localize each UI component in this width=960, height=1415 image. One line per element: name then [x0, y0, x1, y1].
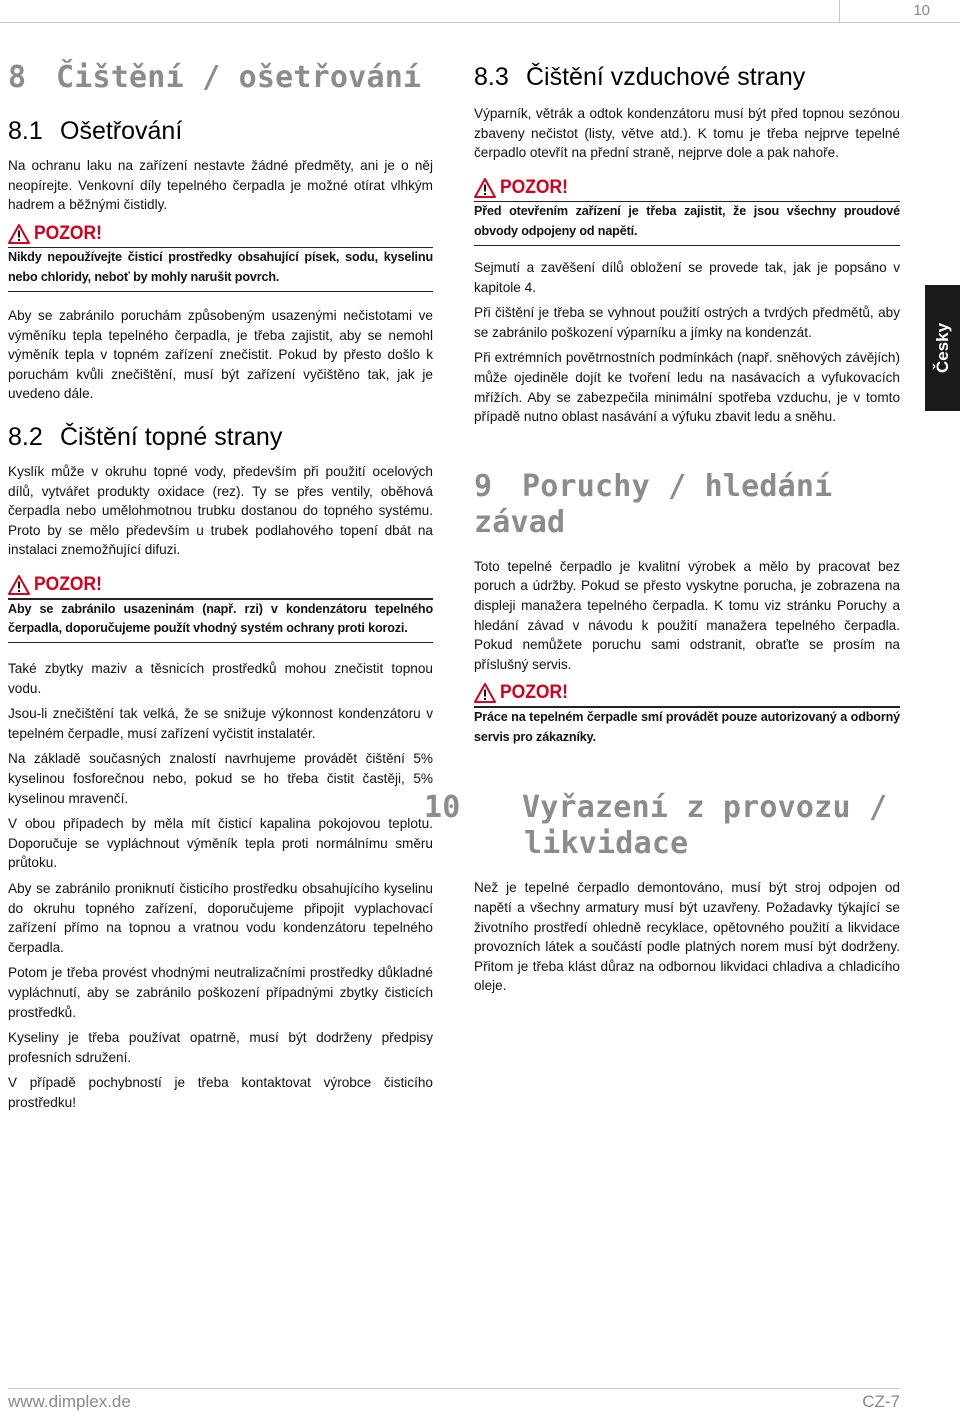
section-8-2-paragraph: Jsou-li znečištění tak velká, že se snižuje výkonnost kondenzátoru v tepelném čerpadle, musí zařízení vyčistit instalatér. [8, 706, 433, 741]
section-9-paragraph-1: Toto tepelné čerpadlo je kvalitní výrobek a mělo by pracovat bez poruch a údržby. Pokud se přesto vyskytne porucha, je zobrazena na displeji manažera tepelného čerpadla. K tomu viz stránku Poruchy a hledání závad v návodu k použití manažera tepelného čerpadla. Pokud nemůžete poruchu sami odstranit, obraťte se prosím na příslušný servis. [474, 558, 900, 672]
section-9-title: Poruchy / hledání závad [474, 468, 833, 540]
section-8-heading [8, 60, 433, 96]
language-tab-label: Česky [932, 322, 952, 374]
section-9-number: 9 [474, 468, 493, 504]
section-10-paragraph-1: Než je tepelné čerpadlo demontováno, musí být stroj odpojen od napětí a všechny armatury musí být uzavřeny. Požadavky týkající se životního prostředí ohledně recyklace, opětovného použití a likvidace provozních látek a součástí podle platných norem musí být dodrženy. Přitom je třeba klást důraz na odbornou likvidaci chladiva a chladicího oleje. [474, 880, 900, 994]
left-column [8, 60, 433, 1119]
warning-title: POZOR! [500, 176, 568, 198]
section-8-2-number: 8.2 [8, 422, 43, 451]
section-8-2-title: Čištění topné strany [60, 422, 283, 451]
section-8-3-paragraph-1: Výparník, větrák a odtok kondenzátoru musí být před topnou sezónou zbaveny nečistot (listy, větve atd.). K tomu je třeba nejprve tepelné čerpadlo otevřít na přední straně, nejprve dole a pak nahoře. [474, 106, 900, 161]
header-bar [0, 0, 960, 23]
section-8-number: 8 [8, 60, 27, 95]
section-8-3-paragraph: Při extrémních povětrnostních podmínkách (např. sněhových závějích) může ojediněle dojít ke tvoření ledu na nasávacích a vyfukovacích mřížích. Aby se zabezpečila minimální spotřeba vzduchu, je v tomto případě nutno oblast nasávání a výfuku zbavit ledu a sněhu. [474, 350, 900, 425]
footer-page-code: CZ-7 [862, 1392, 900, 1411]
section-8-3-paragraph: Při čištění je třeba se vyhnout použití ostrých a tvrdých předmětů, aby se zabránilo poškození výparníku a jímky na kondenzát. [474, 305, 900, 340]
section-8-1-number: 8.1 [8, 117, 43, 145]
warning-icon [474, 178, 496, 198]
warning-text: Aby se zabránilo usazeninám (např. rzi) v kondenzátoru tepelného čerpadla, doporučujeme použít vhodný systém ochrany proti korozi. [8, 600, 433, 644]
warning-icon [8, 224, 30, 244]
section-8-3-heading [474, 62, 900, 92]
section-8-1-paragraph-1: Na ochranu laku na zařízení nestavte žádné předměty, ani je o něj neopírejte. Venkovní díly tepelného čerpadla je možné otírat vlhkým hadrem a běžnými čistidly. [8, 158, 433, 213]
warning-icon [8, 575, 30, 595]
section-8-3-paragraph: Sejmutí a zavěšení dílů obložení se provede tak, jak je popsáno v kapitole 4. [474, 259, 900, 295]
warning-box-8-2 [8, 572, 433, 643]
page-number: 10 [839, 0, 930, 22]
warning-title: POZOR! [34, 222, 102, 244]
right-column [424, 60, 900, 1002]
section-8-2-paragraph: Kyseliny je třeba používat opatrně, musí být dodrženy předpisy profesních sdružení. [8, 1030, 433, 1065]
section-8-1-paragraph-2: Aby se zabránilo poruchám způsobeným usazenými nečistotami ve výměníku tepla tepelného čerpadla, je třeba zajistit, aby se nemohl výměník tepla v topném zařízení znečistit. Pokud by přesto došlo k poruchám kvůli znečištění, musí být zařízení vyčištěno tak, jak je uvedeno dále. [8, 307, 433, 402]
section-10-heading [424, 790, 900, 862]
footer [8, 1388, 900, 1413]
warning-box-8-3 [474, 175, 900, 246]
section-8-2-paragraph: Také zbytky maziv a těsnicích prostředků mohou znečistit topnou vodu. [8, 661, 433, 696]
language-tab [925, 285, 960, 411]
section-8-2-heading [8, 422, 433, 452]
section-8-1-title: Ošetřování [60, 117, 183, 145]
warning-text: Práce na tepelném čerpadle smí provádět pouze autorizovaný a odborný servis pro zákazníky. [474, 709, 900, 744]
section-8-2-paragraph: Potom je třeba provést vhodnými neutralizačními prostředky důkladné vypláchnutí, aby se zabránilo poškození případnými zbytky čisticích prostředků. [8, 965, 433, 1020]
warning-text: Před otevřením zařízení je třeba zajistit, že jsou všechny proudové obvody odpojeny od napětí. [474, 202, 900, 246]
section-8-2-paragraph: V obou případech by měla mít čisticí kapalina pokojovou teplotu. Doporučuje se vypláchnout výměník tepla proti normálnímu směru průtoku. [8, 816, 433, 871]
section-10-number: 10 [424, 790, 461, 826]
section-10-title: Vyřazení z provozu / likvidace [522, 790, 888, 862]
warning-text: Nikdy nepoužívejte čisticí prostředky obsahující písek, sodu, kyselinu nebo chloridy, neboť by mohly narušit povrch. [8, 248, 433, 292]
section-8-3-title: Čištění vzduchové strany [526, 63, 806, 91]
warning-box-9 [474, 680, 900, 750]
section-8-2-paragraph: Aby se zabránilo proniknutí čisticího prostředku obsahujícího kyselinu do okruhu topného zařízení, doporučujeme připojit vyplachovací zařízení přímo na topnou a vratnou vodu kondenzátoru tepelného čerpadla. [8, 881, 433, 955]
section-8-2-paragraph: Na základě současných znalostí navrhujeme provádět čištění 5% kyselinou fosforečnou nebo, pokud se ho třeba čistit častěji, 5% kyselinou mravenčí. [8, 751, 433, 806]
section-9-heading [474, 469, 900, 541]
warning-title: POZOR! [34, 573, 102, 595]
section-8-1-heading [8, 116, 433, 146]
section-8-3-number: 8.3 [474, 63, 509, 91]
section-8-title: Čištění / ošetřování [56, 60, 422, 95]
warning-title: POZOR! [500, 682, 568, 704]
warning-box-8-1 [8, 221, 433, 292]
section-8-2-paragraph-1: Kyslík může v okruhu topné vody, především při použití ocelových dílů, vytvářet produkty oxidace (rez). Ty se přes ventily, oběhová čerpadla nebo umělohmotnou trubku dostanou do topného systému. Proto by se mělo především u trubek podlahového topení dbát na instalaci znemožňující difuzi. [8, 463, 433, 558]
warning-icon [474, 683, 496, 703]
section-8-2-paragraph: V případě pochybností je třeba kontaktovat výrobce čisticího prostředku! [8, 1075, 433, 1110]
footer-website[interactable]: www.dimplex.de [8, 1392, 131, 1411]
